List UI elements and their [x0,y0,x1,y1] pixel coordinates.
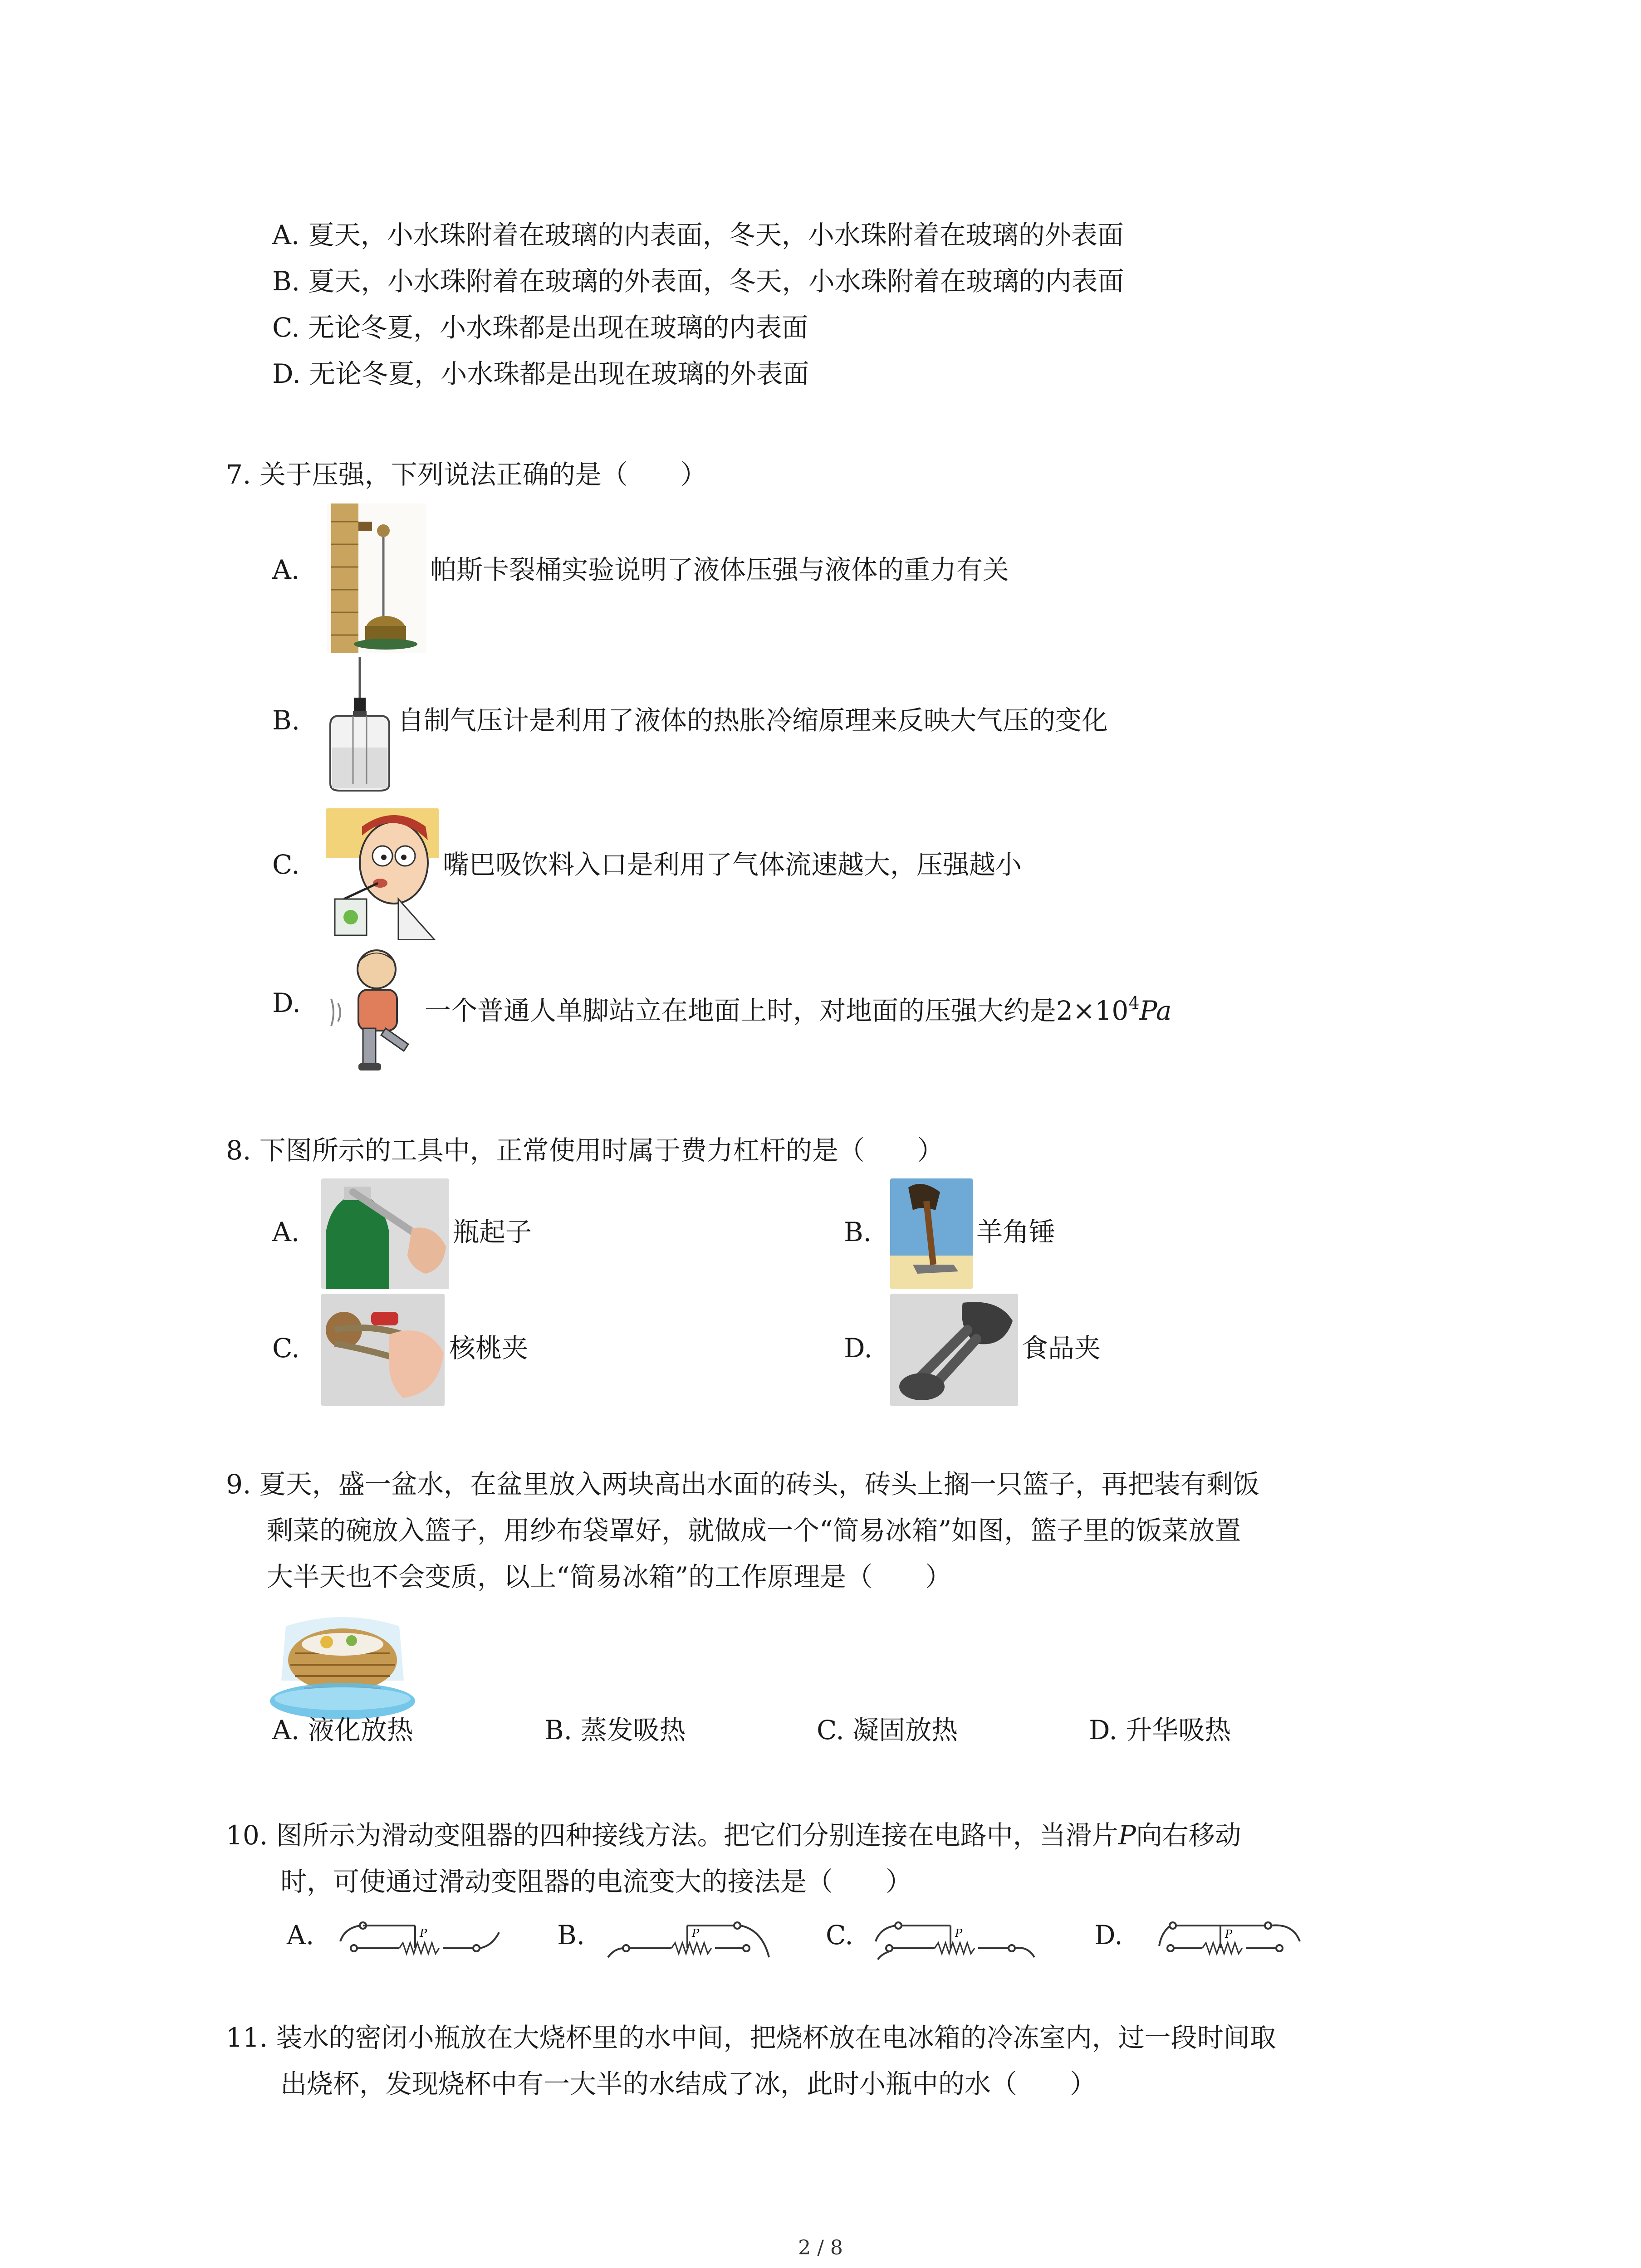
rheostat-b-slider-label: P [692,1927,700,1940]
q8-option-d-text: 食品夹 [1022,1333,1101,1364]
q7-option-a-letter: A. [272,554,300,585]
q8-option-a-letter: A. [272,1217,300,1247]
q7-option-c-text: 嘴巴吸饮料入口是利用了气体流速越大，压强越小 [443,849,1022,880]
one-foot-standing-man-image [322,944,420,1076]
q9-stem-line-3: 大半天也不会变质，以上“简易冰箱”的工作原理是（ ） [267,1561,952,1592]
q8-stem: 8. 下图所示的工具中，正常使用时属于费力杠杆的是（ ） [226,1135,944,1166]
q8-option-c-letter: C. [272,1333,300,1364]
rheostat-c-slider-label: P [955,1927,963,1940]
rheostat-c-diagram [871,1905,1039,1964]
q11-stem-line-1: 11. 装水的密闭小瓶放在大烧杯里的水中间，把烧杯放在电冰箱的冷冻室内，过一段时间取 [226,2022,1276,2053]
q7-stem: 7. 关于压强，下列说法正确的是（ ） [226,459,707,490]
page-number: 2 / 8 [798,2236,843,2259]
q7-option-d-formula-exponent: 4 [1128,993,1140,1013]
q8-option-c-text: 核桃夹 [449,1333,529,1364]
food-tongs-image [890,1294,1018,1406]
q10-stem-slider-symbol: P [1118,1820,1136,1851]
q10-stem-line-1 [226,1819,1241,1852]
q8-option-a-text: 瓶起子 [453,1217,532,1247]
q9-stem-line-1: 9. 夏天，盛一盆水，在盆里放入两块高出水面的砖头，砖头上搁一只篮子，再把装有剩饭 [226,1469,1259,1500]
q6-option-a: A. 夏天，小水珠附着在玻璃的内表面，冬天，小水珠附着在玻璃的外表面 [272,220,1124,250]
q7-option-d-letter: D. [272,987,301,1018]
q7-option-d-formula-unit: Pa [1139,995,1172,1026]
q10-stem-line-1-pre: 10. 图所示为滑动变阻器的四种接线方法。把它们分别连接在电路中，当滑片 [226,1820,1118,1851]
drinking-straw-image [326,808,439,940]
rheostat-d-diagram [1152,1905,1307,1964]
q9-option-d: D. 升华吸热 [1089,1715,1231,1745]
q9-option-a: A. 液化放热 [272,1715,413,1745]
q9-stem-line-2: 剩菜的碗放入篮子，用纱布袋罩好，就做成一个“简易冰箱”如图，篮子里的饭菜放置 [267,1515,1241,1546]
q9-option-b: B. 蒸发吸热 [544,1715,686,1745]
q6-option-d: D. 无论冬夏，小水珠都是出现在玻璃的外表面 [272,358,809,389]
q8-option-b-letter: B. [844,1217,872,1247]
q8-option-b-text: 羊角锤 [976,1217,1056,1247]
bottle-opener-image [321,1178,449,1289]
q10-option-c-letter: C. [826,1920,853,1950]
rheostat-d-slider-label: P [1225,1928,1233,1941]
q6-option-b: B. 夏天，小水珠附着在玻璃的外表面，冬天，小水珠附着在玻璃的内表面 [272,266,1124,297]
nutcracker-image [321,1294,445,1406]
rheostat-a-slider-label: P [420,1927,427,1940]
q10-stem-line-2: 时，可使通过滑动变阻器的电流变大的接法是（ ） [280,1866,912,1897]
q7-option-b-letter: B. [272,705,300,736]
q6-option-c: C. 无论冬夏，小水珠都是出现在玻璃的内表面 [272,312,808,343]
q7-option-b-text: 自制气压计是利用了液体的热胀冷缩原理来反映大气压的变化 [397,705,1108,736]
q7-option-c-letter: C. [272,849,300,880]
q10-option-d-letter: D. [1094,1920,1123,1950]
q8-option-d-letter: D. [844,1333,872,1364]
homemade-barometer-image [326,657,394,793]
q7-option-d-sentence: 一个普通人单脚站立在地面上时，对地面的压强大约是 [425,995,1057,1026]
rheostat-b-diagram [603,1905,776,1964]
q10-option-a-letter: A. [287,1920,314,1950]
q7-option-a-text: 帕斯卡裂桶实验说明了液体压强与液体的重力有关 [430,554,1009,585]
q10-option-b-letter: B. [557,1920,585,1950]
q7-option-d-text [425,987,1172,1027]
pascal-barrel-image [327,503,426,653]
rheostat-a-diagram [336,1905,504,1964]
q10-stem-line-1-post: 向右移动 [1136,1820,1241,1851]
simple-fridge-image [268,1613,417,1721]
q7-option-d-formula-base: 2×10 [1056,995,1129,1026]
q9-option-c: C. 凝固放热 [817,1715,958,1745]
claw-hammer-image [890,1178,973,1289]
q11-stem-line-2: 出烧杯，发现烧杯中有一大半的水结成了冰，此时小瓶中的水（ ） [280,2068,1097,2099]
